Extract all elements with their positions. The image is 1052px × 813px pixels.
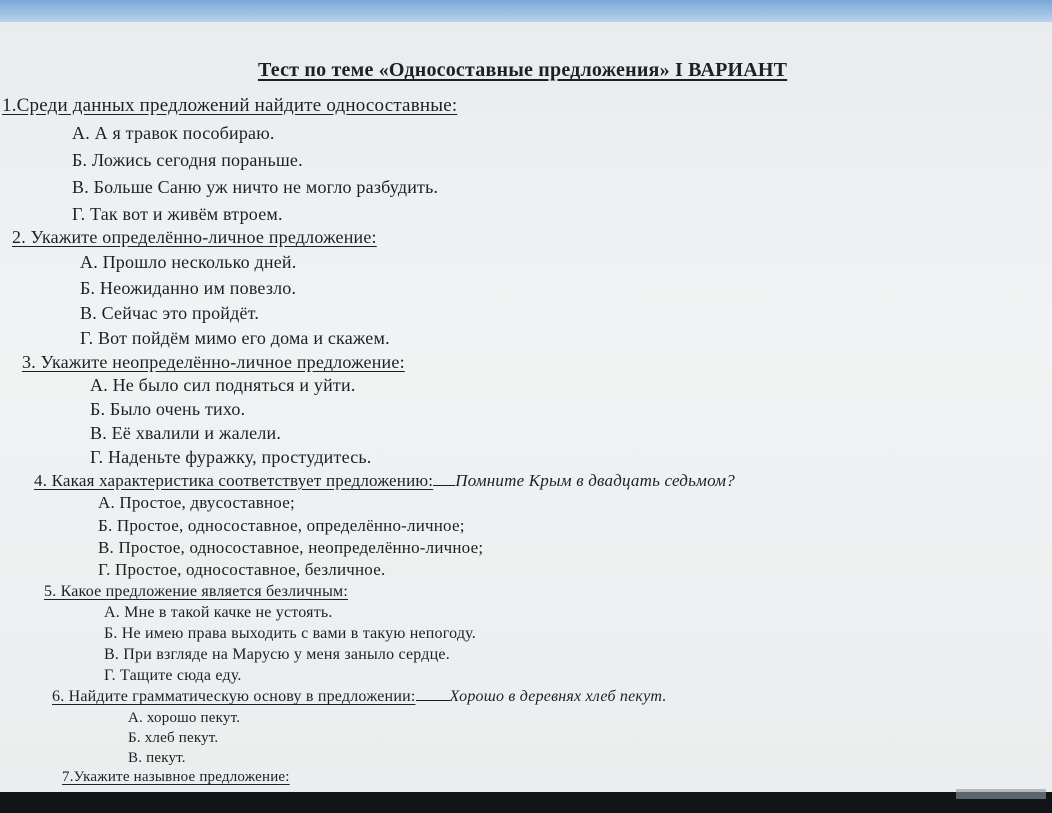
- q4-option-d: Г. Простое, односоставное, безличное.: [98, 560, 386, 579]
- monitor-bottom-bezel: [0, 792, 1052, 813]
- q3-option-c: В. Её хвалили и жалели.: [90, 423, 282, 443]
- q2-option-c: В. Сейчас это пройдёт.: [80, 303, 260, 323]
- q6-option-c: В. пекут.: [128, 750, 186, 766]
- q1-option-b: Б. Ложись сегодня пораньше.: [72, 150, 303, 170]
- question-1: 1.Среди данных предложений найдите односоставные:: [2, 95, 458, 116]
- q1-option-a: А. А я травок пособираю.: [72, 123, 275, 143]
- question-3: 3. Укажите неопределённо-личное предложение:: [22, 352, 405, 372]
- question-6-example: Хорошо в деревнях хлеб пекут.: [449, 688, 667, 705]
- answer-blank: [433, 471, 455, 486]
- question-7: 7.Укажите назывное предложение:: [62, 769, 290, 785]
- question-6: [52, 686, 667, 707]
- q5-option-b: Б. Не имею права выходить с вами в такую непогоду.: [104, 625, 476, 642]
- q4-option-b: Б. Простое, односоставное, определённо-личное;: [98, 516, 465, 535]
- q1-option-d: Г. Так вот и живём втроем.: [72, 204, 283, 224]
- q3-option-d: Г. Наденьте фуражку, простудитесь.: [90, 447, 372, 467]
- q4-option-c: В. Простое, односоставное, неопределённо-личное;: [98, 538, 484, 557]
- q6-option-b: Б. хлеб пекут.: [128, 730, 219, 746]
- q4-option-a: А. Простое, двусоставное;: [98, 493, 295, 512]
- question-4: [34, 471, 735, 491]
- q3-option-b: Б. Было очень тихо.: [90, 399, 246, 419]
- page-title: Тест по теме «Односоставные предложения» I ВАРИАНТ: [258, 59, 788, 81]
- taskbar-tray: [956, 789, 1046, 799]
- q5-option-a: А. Мне в такой качке не устоять.: [104, 604, 333, 621]
- question-2: 2. Укажите определённо-личное предложение:: [12, 227, 377, 247]
- q6-option-a: А. хорошо пекут.: [128, 710, 241, 726]
- q5-option-c: В. При взгляде на Марусю у меня заныло сердце.: [104, 646, 450, 663]
- q5-option-d: Г. Тащите сюда еду.: [104, 667, 242, 684]
- question-6-text: 6. Найдите грамматическую основу в предложении:: [52, 688, 416, 705]
- q3-option-a: А. Не было сил подняться и уйти.: [90, 375, 356, 395]
- question-5: 5. Какое предложение является безличным:: [44, 583, 348, 600]
- answer-blank: [416, 686, 450, 701]
- q1-option-c: В. Больше Саню уж ничто не могло разбудить.: [72, 177, 439, 197]
- question-4-text: 4. Какая характеристика соответствует предложению:: [34, 471, 434, 490]
- q2-option-a: А. Прошло несколько дней.: [80, 252, 297, 272]
- question-4-example: Помните Крым в двадцать седьмом?: [455, 471, 735, 490]
- q2-option-b: Б. Неожиданно им повезло.: [80, 278, 297, 298]
- document-page: [0, 22, 1052, 792]
- q2-option-d: Г. Вот пойдём мимо его дома и скажем.: [80, 328, 390, 348]
